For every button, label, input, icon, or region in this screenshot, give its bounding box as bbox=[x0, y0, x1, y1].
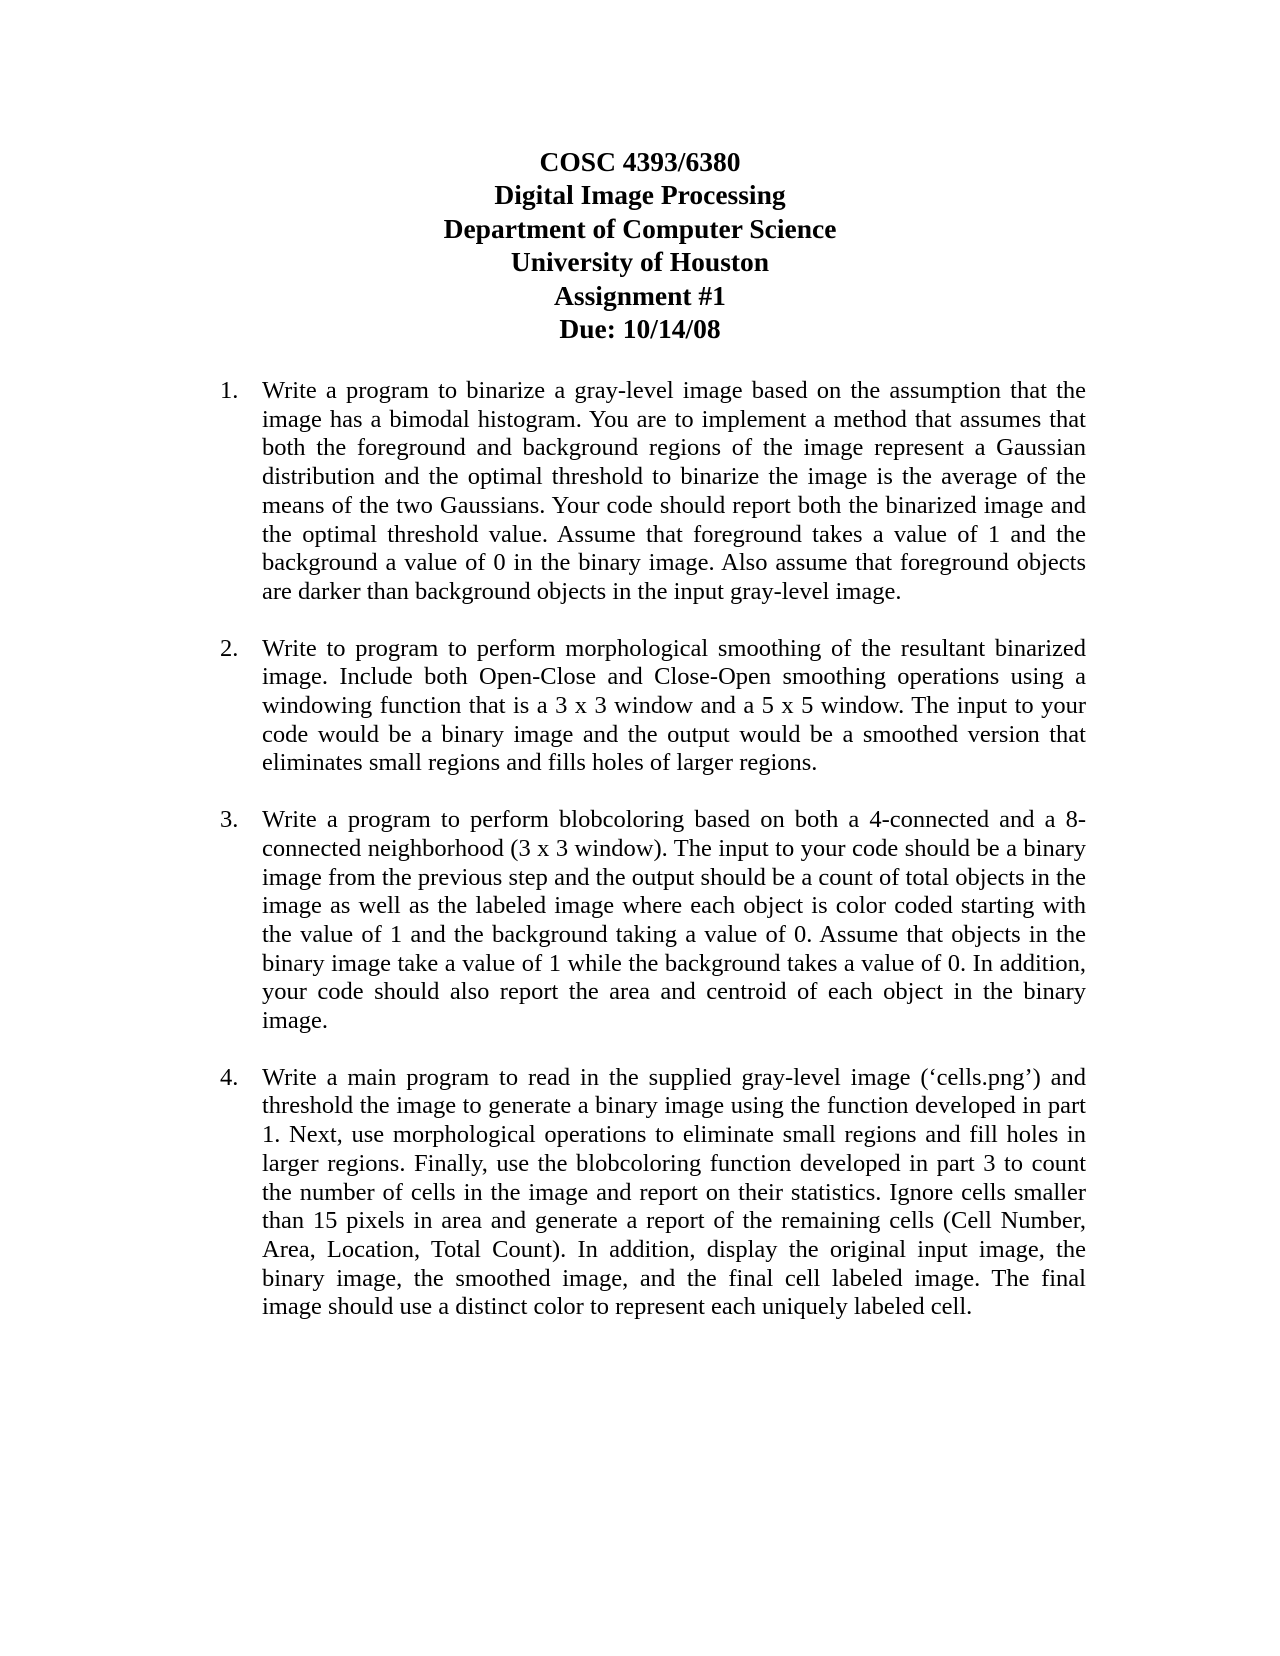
due-date: Due: 10/14/08 bbox=[559, 313, 721, 345]
department-name: Department of Computer Science bbox=[443, 212, 837, 244]
assignment-title: Assignment #1 bbox=[554, 279, 726, 311]
problem-number: 4. bbox=[220, 1063, 239, 1091]
problem-item bbox=[220, 806, 1086, 1036]
problem-text: Write a main program to read in the supplied gray-level image (‘cells.png’) and threshold the image to generate a binary image using the function developed in part 1. Next, use morphological operations to eliminate small regions and fill holes in larger regions. Finally, use the blobcoloring function developed in part 3 to count the number of cells in the image and report on their statistics. Ignore cells smaller than 15 pixels in area and generate a report of the remaining cells (Cell Number, Area, Location, Total Count). In addition, display the original input image, the binary image, the smoothed image, and the final cell labeled image. The final image should use a distinct color to represent each uniquely labeled cell. bbox=[262, 1063, 1086, 1321]
problem-text: Write a program to perform blobcoloring based on both a 4-connected and a 8-connected neighborhood (3 x 3 window). The input to your code should be a binary image from the previous step and the output should be a count of total objects in the image as well as the labeled image where each object is color coded starting with the value of 1 and the background taking a value of 0. Assume that objects in the binary image take a value of 1 while the background takes a value of 0. In addition, your code should also report the area and centroid of each object in the binary image. bbox=[262, 806, 1086, 1035]
problem-text: Write a program to binarize a gray-level image based on the assumption that the image has a bimodal histogram. You are to implement a method that assumes that both the foreground and background regions of the image represent a Gaussian distribution and the optimal threshold to binarize the image is the average of the means of the two Gaussians. Your code should report both the binarized image and the optimal threshold value. Assume that foreground takes a value of 1 and the background a value of 0 in the binary image. Also assume that foreground objects are darker than background objects in the input gray-level image. bbox=[262, 377, 1086, 605]
course-title: Digital Image Processing bbox=[494, 179, 786, 211]
problem-number: 2. bbox=[220, 634, 239, 662]
document-header bbox=[0, 145, 1280, 345]
problem-text: Write to program to perform morphological smoothing of the resultant binarized image. Include both Open-Close and Close-Open smoothing operations using a windowing function that is a 3 x 3 window and a 5 x 5 window. The input to your code would be a binary image and the output would be a smoothed version that eliminates small regions and fills holes of larger regions. bbox=[262, 634, 1086, 777]
problem-item bbox=[220, 377, 1086, 607]
problem-item bbox=[220, 635, 1086, 779]
problem-list bbox=[220, 377, 1086, 1350]
university-name: University of Houston bbox=[510, 246, 770, 278]
course-code: COSC 4393/6380 bbox=[539, 146, 741, 177]
problem-item bbox=[220, 1064, 1086, 1322]
problem-number: 1. bbox=[220, 377, 239, 404]
problem-number: 3. bbox=[220, 806, 239, 834]
